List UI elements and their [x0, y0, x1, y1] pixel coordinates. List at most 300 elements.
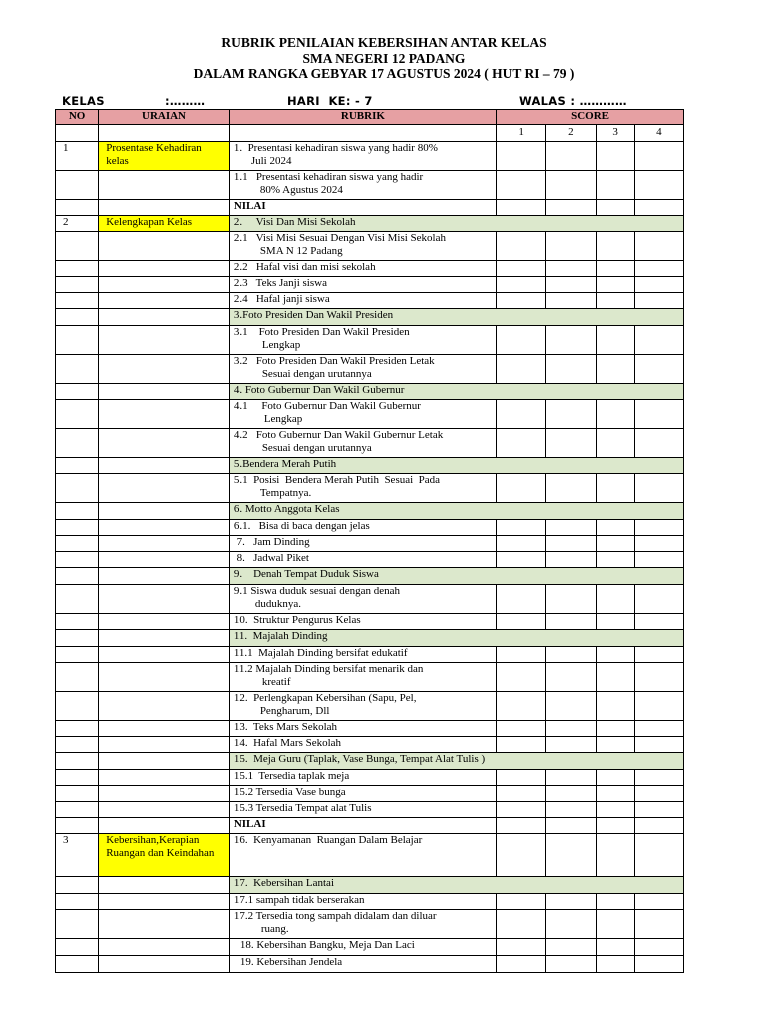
rubrik-cell — [229, 536, 496, 552]
rubrik-text: 9.1 Siswa duduk sesuai dengan denah — [233, 585, 401, 597]
score-cell[interactable] — [634, 692, 683, 721]
row-number: 1 — [56, 142, 99, 171]
score-cell[interactable] — [634, 818, 683, 834]
score-cell[interactable] — [634, 277, 683, 293]
score-cell[interactable] — [634, 737, 683, 753]
rubrik-text: 13. Teks Mars Sekolah — [233, 721, 338, 733]
table-row — [56, 216, 684, 232]
score-cell[interactable] — [634, 770, 683, 786]
table-row — [56, 818, 684, 834]
uraian-cell — [99, 894, 230, 910]
school-name: SMA NEGERI 12 PADANG — [302, 51, 466, 66]
score-cell[interactable] — [596, 910, 634, 939]
score-cell[interactable] — [596, 770, 634, 786]
rubrik-text: 5.1 Posisi Bendera Merah Putih Sesuai Pada — [233, 474, 441, 486]
score-cell[interactable] — [497, 910, 546, 939]
rubrik-text: 6. Motto Anggota Kelas — [233, 503, 340, 515]
score-cell[interactable] — [497, 647, 546, 663]
rubrik-cell — [229, 910, 496, 939]
score-cell[interactable] — [546, 910, 596, 939]
rubrik-cell — [229, 692, 496, 721]
score-cell[interactable] — [497, 894, 546, 910]
score-cell[interactable] — [546, 939, 596, 956]
score-cell[interactable] — [497, 277, 546, 293]
table-row — [56, 834, 684, 877]
rubrik-cell — [229, 834, 496, 877]
uraian-cell: Prosentase Kehadiran kelas — [99, 142, 230, 171]
score-cell[interactable] — [596, 293, 634, 309]
rubrik-cell — [229, 309, 683, 326]
row-number — [56, 520, 99, 536]
score-cell[interactable] — [634, 585, 683, 614]
score-cell[interactable] — [634, 232, 683, 261]
score-cell[interactable] — [634, 536, 683, 552]
score-cell[interactable] — [596, 692, 634, 721]
rubrik-text: NILAI — [233, 200, 266, 212]
rubrik-cell — [229, 503, 683, 520]
score-cell[interactable] — [634, 355, 683, 384]
rubrik-cell — [229, 956, 496, 973]
score-cell[interactable] — [546, 834, 596, 877]
row-number — [56, 721, 99, 737]
score-cell[interactable] — [497, 200, 546, 216]
score-cell[interactable] — [546, 585, 596, 614]
score-cell[interactable] — [596, 520, 634, 536]
score-cell[interactable] — [596, 939, 634, 956]
table-row — [56, 261, 684, 277]
row-number — [56, 200, 99, 216]
score-cell[interactable] — [634, 293, 683, 309]
rubrik-text-continued: Lengkap — [261, 339, 301, 351]
score-cell[interactable] — [596, 261, 634, 277]
rubrik-text-continued: 80% Agustus 2024 — [259, 184, 343, 196]
score-cell[interactable] — [497, 614, 546, 630]
score-cell[interactable] — [596, 894, 634, 910]
score-cell[interactable] — [634, 939, 683, 956]
score-cell[interactable] — [634, 663, 683, 692]
score-cell[interactable] — [634, 474, 683, 503]
rubrik-text: 10. Struktur Pengurus Kelas — [233, 614, 361, 626]
rubrik-cell — [229, 171, 496, 200]
rubrik-cell — [229, 429, 496, 458]
rubrik-cell — [229, 293, 496, 309]
score-cell[interactable] — [634, 200, 683, 216]
rubrik-text-continued: Pengharum, Dll — [259, 705, 330, 717]
rubrik-text: 1.1 Presentasi kehadiran siswa yang hadir — [233, 171, 424, 183]
score-cell[interactable] — [497, 142, 546, 171]
rubrik-cell — [229, 277, 496, 293]
uraian-cell — [99, 614, 230, 630]
score-cell[interactable] — [546, 326, 596, 355]
rubrik-cell — [229, 458, 683, 474]
row-number — [56, 753, 99, 770]
score-cell[interactable] — [596, 585, 634, 614]
score-cell[interactable] — [546, 142, 596, 171]
table-row — [56, 355, 684, 384]
score-cell[interactable] — [596, 536, 634, 552]
uraian-cell — [99, 721, 230, 737]
uraian-cell — [99, 753, 230, 770]
uraian-cell — [99, 647, 230, 663]
score-cell[interactable] — [497, 261, 546, 277]
score-cell[interactable] — [497, 786, 546, 802]
table-row — [56, 142, 684, 171]
score-cell[interactable] — [546, 663, 596, 692]
document-title: RUBRIK PENILAIAN KEBERSIHAN ANTAR KELAS — [221, 35, 547, 50]
uraian-cell — [99, 458, 230, 474]
rubrik-cell — [229, 216, 683, 232]
score-cell[interactable] — [497, 956, 546, 973]
score-cell[interactable] — [596, 956, 634, 973]
row-number — [56, 877, 99, 894]
rubrik-text: 2.1 Visi Misi Sesuai Dengan Visi Misi Sekolah — [233, 232, 446, 244]
table-row — [56, 520, 684, 536]
table-row — [56, 458, 684, 474]
score-cell[interactable] — [546, 474, 596, 503]
row-number — [56, 384, 99, 400]
score-cell[interactable] — [546, 721, 596, 737]
table-row — [56, 474, 684, 503]
rubrik-text: 15.3 Tersedia Tempat alat Tulis — [233, 802, 372, 814]
uraian-cell — [99, 261, 230, 277]
rubrik-cell — [229, 400, 496, 429]
score-cell[interactable] — [596, 737, 634, 753]
rubrik-text: 2.3 Teks Janji siswa — [233, 277, 327, 289]
table-row — [56, 647, 684, 663]
table-row — [56, 585, 684, 614]
score-cell[interactable] — [546, 770, 596, 786]
table-row — [56, 568, 684, 585]
rubrik-cell — [229, 737, 496, 753]
table-row — [56, 721, 684, 737]
rubrik-text: 6.1. Bisa di baca dengan jelas — [233, 520, 370, 532]
walas-field: WALAS : ………… — [519, 94, 627, 108]
row-number — [56, 355, 99, 384]
score-cell[interactable] — [596, 355, 634, 384]
score-cell[interactable] — [634, 786, 683, 802]
table-row — [56, 956, 684, 973]
score-cell[interactable] — [596, 802, 634, 818]
score-cell[interactable] — [497, 770, 546, 786]
score-cell[interactable] — [546, 956, 596, 973]
score-cell[interactable] — [546, 536, 596, 552]
score-cell[interactable] — [497, 552, 546, 568]
score-cell[interactable] — [634, 429, 683, 458]
rubrik-text-continued: duduknya. — [254, 598, 301, 610]
row-number — [56, 737, 99, 753]
rubrik-text: 11. Majalah Dinding — [233, 630, 328, 642]
score-cell[interactable] — [596, 786, 634, 802]
uraian-cell — [99, 956, 230, 973]
uraian-cell — [99, 277, 230, 293]
uraian-cell — [99, 910, 230, 939]
row-number — [56, 647, 99, 663]
row-number — [56, 232, 99, 261]
score-cell[interactable] — [634, 894, 683, 910]
rubrik-text: 2.4 Hafal janji siswa — [233, 293, 330, 305]
uraian-cell — [99, 503, 230, 520]
rubrik-text: 1. Presentasi kehadiran siswa yang hadir 80% — [233, 142, 438, 154]
score-cell[interactable] — [497, 536, 546, 552]
table-row — [56, 309, 684, 326]
rubrik-text: 15.2 Tersedia Vase bunga — [233, 786, 346, 798]
score-col-3: 3 — [596, 125, 634, 142]
uraian-cell — [99, 232, 230, 261]
uraian-cell — [99, 663, 230, 692]
rubrik-text: 11.2 Majalah Dinding bersifat menarik dan — [233, 663, 424, 675]
score-cell[interactable] — [634, 647, 683, 663]
rubrik-cell — [229, 894, 496, 910]
score-cell[interactable] — [634, 834, 683, 877]
score-cell[interactable] — [596, 663, 634, 692]
score-cell[interactable] — [596, 647, 634, 663]
score-cell[interactable] — [497, 818, 546, 834]
rubrik-cell — [229, 142, 496, 171]
table-row — [56, 802, 684, 818]
rubrik-cell — [229, 326, 496, 355]
score-cell[interactable] — [596, 721, 634, 737]
score-subheader-row — [56, 125, 684, 142]
header-no: NO — [56, 110, 99, 125]
score-cell[interactable] — [497, 293, 546, 309]
score-cell[interactable] — [546, 520, 596, 536]
row-number — [56, 458, 99, 474]
rubrik-text: 3.1 Foto Presiden Dan Wakil Presiden — [233, 326, 410, 338]
score-cell[interactable] — [596, 834, 634, 877]
score-cell[interactable] — [634, 614, 683, 630]
row-number — [56, 585, 99, 614]
score-cell[interactable] — [546, 171, 596, 200]
score-cell[interactable] — [546, 355, 596, 384]
uraian-cell — [99, 384, 230, 400]
row-number — [56, 400, 99, 429]
uraian-cell: Kelengkapan Kelas — [99, 216, 230, 232]
score-cell[interactable] — [497, 232, 546, 261]
rubrik-text: 16. Kenyamanan Ruangan Dalam Belajar — [233, 834, 423, 846]
rubrik-cell — [229, 261, 496, 277]
header-score: SCORE — [497, 110, 684, 125]
score-cell[interactable] — [634, 326, 683, 355]
rubrik-cell — [229, 647, 496, 663]
table-row — [56, 384, 684, 400]
rubrik-text: 2.2 Hafal visi dan misi sekolah — [233, 261, 376, 273]
uraian-cell — [99, 293, 230, 309]
score-cell[interactable] — [596, 200, 634, 216]
event-subtitle: DALAM RANGKA GEBYAR 17 AGUSTUS 2024 ( HUT RI – 79 ) — [193, 66, 575, 81]
rubrik-cell — [229, 786, 496, 802]
uraian-cell — [99, 400, 230, 429]
score-cell[interactable] — [596, 232, 634, 261]
score-cell[interactable] — [634, 802, 683, 818]
uraian-cell: Kebersihan,Kerapian Ruangan dan Keindahan — [99, 834, 230, 877]
table-row — [56, 894, 684, 910]
rubrik-text-continued: kreatif — [261, 676, 291, 688]
row-number — [56, 171, 99, 200]
score-cell[interactable] — [634, 552, 683, 568]
table-row — [56, 400, 684, 429]
uraian-cell — [99, 737, 230, 753]
score-cell[interactable] — [546, 232, 596, 261]
rubrik-cell — [229, 200, 496, 216]
table-row — [56, 770, 684, 786]
table-row — [56, 663, 684, 692]
score-cell[interactable] — [546, 277, 596, 293]
header-uraian: URAIAN — [99, 110, 230, 125]
score-cell[interactable] — [497, 400, 546, 429]
table-row — [56, 503, 684, 520]
table-row — [56, 429, 684, 458]
table-row — [56, 277, 684, 293]
row-number — [56, 956, 99, 973]
score-cell[interactable] — [634, 520, 683, 536]
score-cell[interactable] — [596, 818, 634, 834]
score-cell[interactable] — [546, 786, 596, 802]
uraian-cell — [99, 326, 230, 355]
score-cell[interactable] — [546, 552, 596, 568]
score-cell[interactable] — [596, 429, 634, 458]
row-number — [56, 309, 99, 326]
row-number — [56, 630, 99, 647]
table-row — [56, 200, 684, 216]
row-number — [56, 614, 99, 630]
rubrik-text: 15. Meja Guru (Taplak, Vase Bunga, Tempat Alat Tulis ) — [233, 753, 486, 765]
score-cell[interactable] — [546, 692, 596, 721]
rubrik-text: 14. Hafal Mars Sekolah — [233, 737, 342, 749]
score-cell[interactable] — [634, 171, 683, 200]
score-cell[interactable] — [497, 171, 546, 200]
rubrik-text: 11.1 Majalah Dinding bersifat edukatif — [233, 647, 408, 659]
score-cell[interactable] — [634, 910, 683, 939]
row-number — [56, 536, 99, 552]
table-row — [56, 737, 684, 753]
row-number — [56, 910, 99, 939]
score-cell[interactable] — [596, 614, 634, 630]
rubric-table — [55, 109, 684, 973]
rubrik-text: 18. Kebersihan Bangku, Meja Dan Laci — [239, 939, 415, 951]
score-cell[interactable] — [596, 171, 634, 200]
uraian-cell — [99, 171, 230, 200]
score-cell[interactable] — [634, 956, 683, 973]
score-cell[interactable] — [596, 400, 634, 429]
score-cell[interactable] — [546, 894, 596, 910]
table-row — [56, 753, 684, 770]
uraian-cell — [99, 568, 230, 585]
row-number — [56, 277, 99, 293]
score-cell[interactable] — [634, 400, 683, 429]
rubrik-text: 15.1 Tersedia taplak meja — [233, 770, 350, 782]
rubrik-text-continued: Juli 2024 — [250, 155, 292, 167]
table-row — [56, 171, 684, 200]
score-cell[interactable] — [497, 520, 546, 536]
rubrik-cell — [229, 818, 496, 834]
table-row — [56, 536, 684, 552]
score-cell[interactable] — [634, 142, 683, 171]
row-number — [56, 293, 99, 309]
score-cell[interactable] — [596, 326, 634, 355]
score-cell[interactable] — [546, 802, 596, 818]
score-cell[interactable] — [546, 737, 596, 753]
score-cell[interactable] — [546, 200, 596, 216]
score-cell[interactable] — [497, 737, 546, 753]
rubrik-text: 9. Denah Tempat Duduk Siswa — [233, 568, 379, 580]
table-row — [56, 786, 684, 802]
rubrik-text: 17. Kebersihan Lantai — [233, 877, 334, 889]
score-cell[interactable] — [497, 474, 546, 503]
rubrik-cell — [229, 355, 496, 384]
rubrik-cell — [229, 802, 496, 818]
score-cell[interactable] — [497, 802, 546, 818]
table-row — [56, 910, 684, 939]
row-number — [56, 552, 99, 568]
score-cell[interactable] — [546, 614, 596, 630]
row-number: 3 — [56, 834, 99, 877]
score-cell[interactable] — [497, 834, 546, 877]
rubrik-text: 3.Foto Presiden Dan Wakil Presiden — [233, 309, 394, 321]
score-cell[interactable] — [596, 277, 634, 293]
table-row — [56, 293, 684, 309]
score-cell[interactable] — [546, 293, 596, 309]
table-row — [56, 692, 684, 721]
score-cell[interactable] — [596, 142, 634, 171]
score-cell[interactable] — [497, 692, 546, 721]
score-cell[interactable] — [497, 355, 546, 384]
score-cell[interactable] — [546, 429, 596, 458]
uraian-cell — [99, 429, 230, 458]
rubrik-cell — [229, 384, 683, 400]
rubrik-cell — [229, 753, 683, 770]
score-cell[interactable] — [546, 261, 596, 277]
uraian-cell — [99, 309, 230, 326]
score-cell[interactable] — [497, 585, 546, 614]
uraian-cell — [99, 630, 230, 647]
row-number — [56, 663, 99, 692]
uraian-cell — [99, 552, 230, 568]
score-cell[interactable] — [546, 818, 596, 834]
uraian-cell — [99, 355, 230, 384]
rubrik-cell — [229, 630, 683, 647]
score-cell[interactable] — [634, 261, 683, 277]
rubrik-cell — [229, 939, 496, 956]
rubrik-cell — [229, 552, 496, 568]
uraian-cell — [99, 474, 230, 503]
uraian-cell — [99, 877, 230, 894]
rubrik-text-continued: Sesuai dengan urutannya — [261, 368, 372, 380]
rubrik-text: 17.1 sampah tidak berserakan — [233, 894, 365, 906]
score-col-1: 1 — [497, 125, 546, 142]
table-row — [56, 614, 684, 630]
row-number — [56, 568, 99, 585]
uraian-cell — [99, 692, 230, 721]
score-cell[interactable] — [596, 474, 634, 503]
score-cell[interactable] — [497, 326, 546, 355]
rubrik-text-continued: Lengkap — [263, 413, 303, 425]
score-cell[interactable] — [634, 721, 683, 737]
table-row — [56, 326, 684, 355]
rubrik-cell — [229, 474, 496, 503]
score-cell[interactable] — [546, 647, 596, 663]
table-row — [56, 232, 684, 261]
score-cell[interactable] — [497, 429, 546, 458]
rubrik-text-continued: Sesuai dengan urutannya — [261, 442, 372, 454]
score-cell[interactable] — [546, 400, 596, 429]
score-cell[interactable] — [497, 939, 546, 956]
score-col-2: 2 — [546, 125, 596, 142]
score-cell[interactable] — [497, 721, 546, 737]
uraian-cell — [99, 585, 230, 614]
uraian-cell — [99, 536, 230, 552]
score-cell[interactable] — [497, 663, 546, 692]
score-cell[interactable] — [596, 552, 634, 568]
